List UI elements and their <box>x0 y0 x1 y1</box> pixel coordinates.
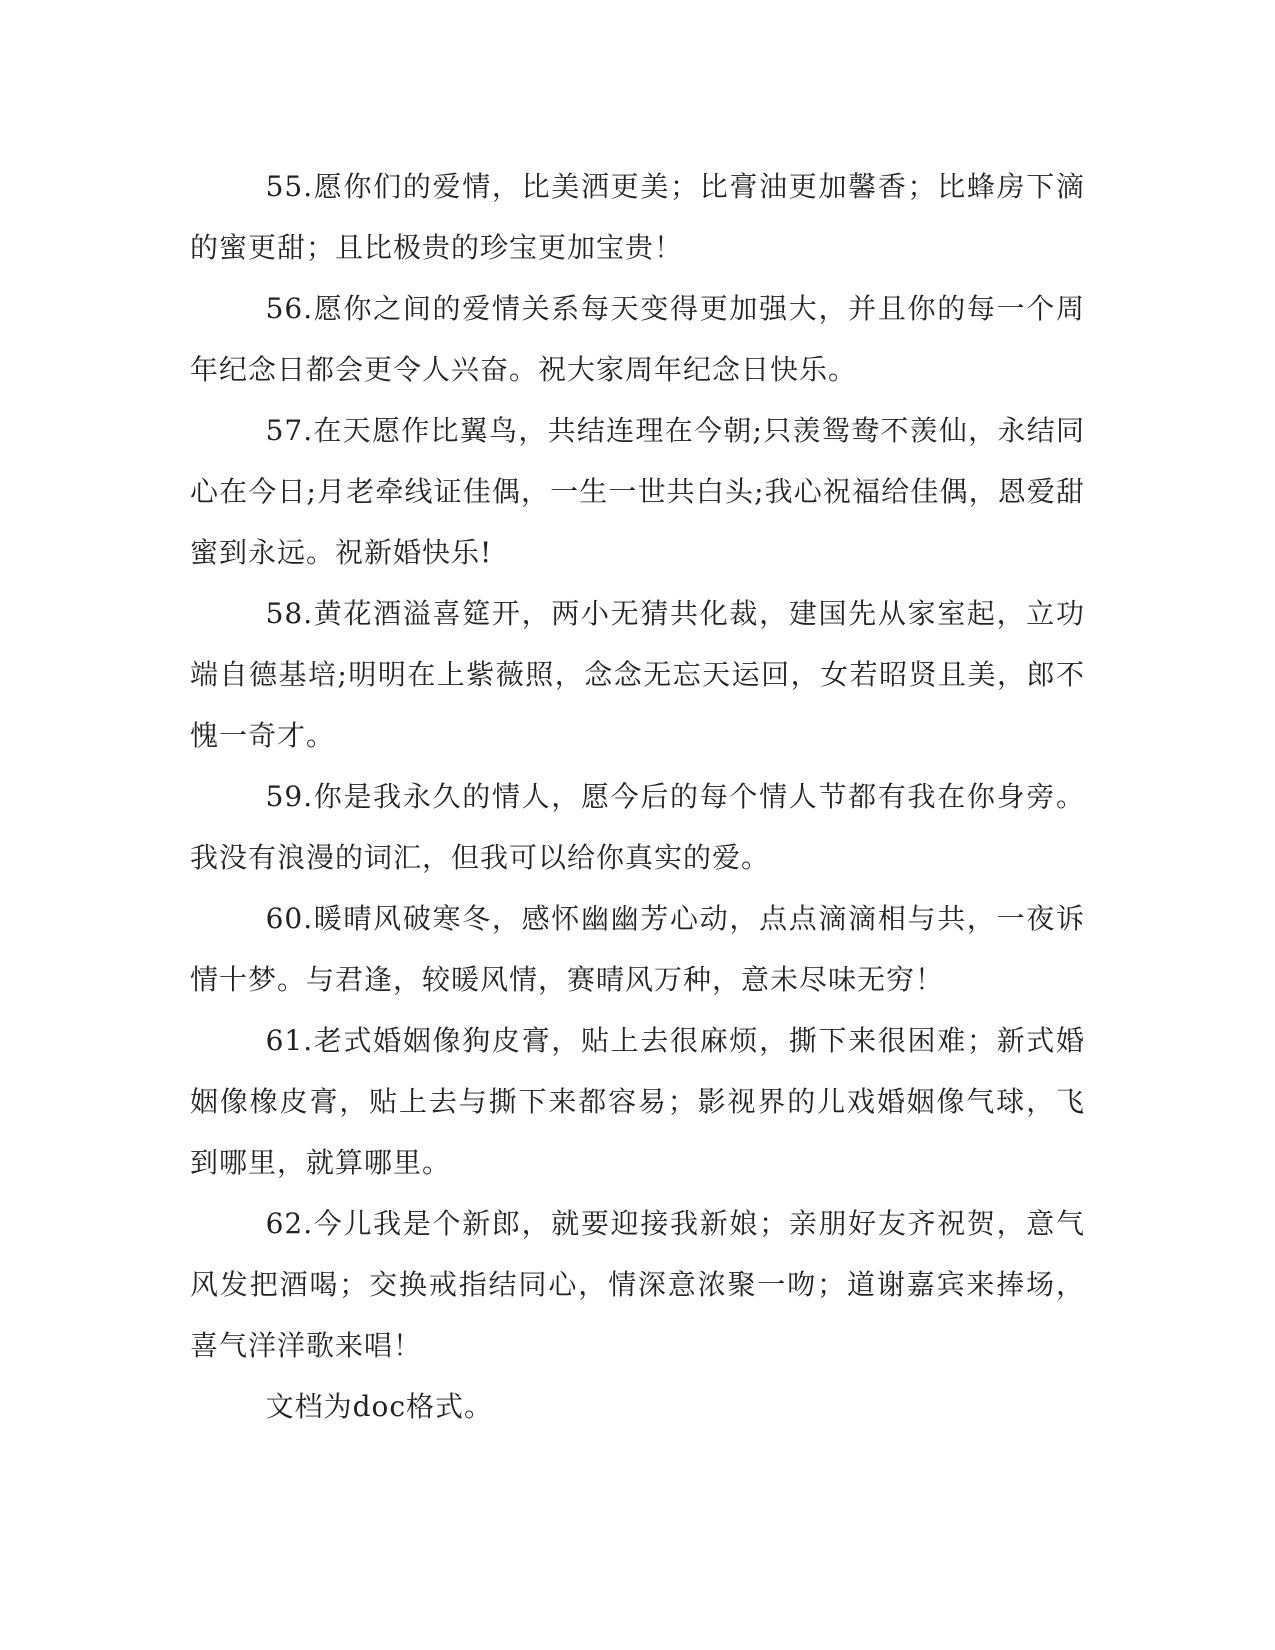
format-note: 文档为doc格式。 <box>265 1390 494 1423</box>
paragraph-62: 62.今儿我是个新郎，就要迎接我新娘；亲朋好友齐祝贺，意气风发把酒喝；交换戒指结同心，情深意浓聚一吻；道谢嘉宾来捧场，喜气洋洋歌来唱！ <box>190 1207 1085 1362</box>
document-body <box>190 156 1085 1437</box>
paragraph-55: 55.愿你们的爱情，比美洒更美；比膏油更加馨香；比蜂房下滴的蜜更甜；且比极贵的珍宝更加宝贵！ <box>190 170 1085 264</box>
paragraph-57: 57.在天愿作比翼鸟，共结连理在今朝;只羡鸳鸯不羡仙，永结同心在今日;月老牵线证佳偶，一生一世共白头;我心祝福给佳偶，恩爱甜蜜到永远。祝新婚快乐! <box>190 414 1085 569</box>
paragraph-61: 61.老式婚姻像狗皮膏，贴上去很麻烦，撕下来很困难；新式婚姻像橡皮膏，贴上去与撕下来都容易；影视界的儿戏婚姻像气球，飞到哪里，就算哪里。 <box>190 1024 1085 1179</box>
paragraph-58: 58.黄花酒溢喜筵开，两小无猜共化裁，建国先从家室起，立功端自德基培;明明在上紫薇照，念念无忘天运回，女若昭贤且美，郎不愧一奇才。 <box>190 597 1085 752</box>
paragraph-56: 56.愿你之间的爱情关系每天变得更加强大，并且你的每一个周年纪念日都会更令人兴奋。祝大家周年纪念日快乐。 <box>190 292 1085 386</box>
paragraph-59: 59.你是我永久的情人，愿今后的每个情人节都有我在你身旁。我没有浪漫的词汇，但我可以给你真实的爱。 <box>190 780 1085 874</box>
paragraph-60: 60.暖晴风破寒冬，感怀幽幽芳心动，点点滴滴相与共，一夜诉情十梦。与君逢，较暖风情，赛晴风万种，意未尽味无穷！ <box>190 902 1085 996</box>
